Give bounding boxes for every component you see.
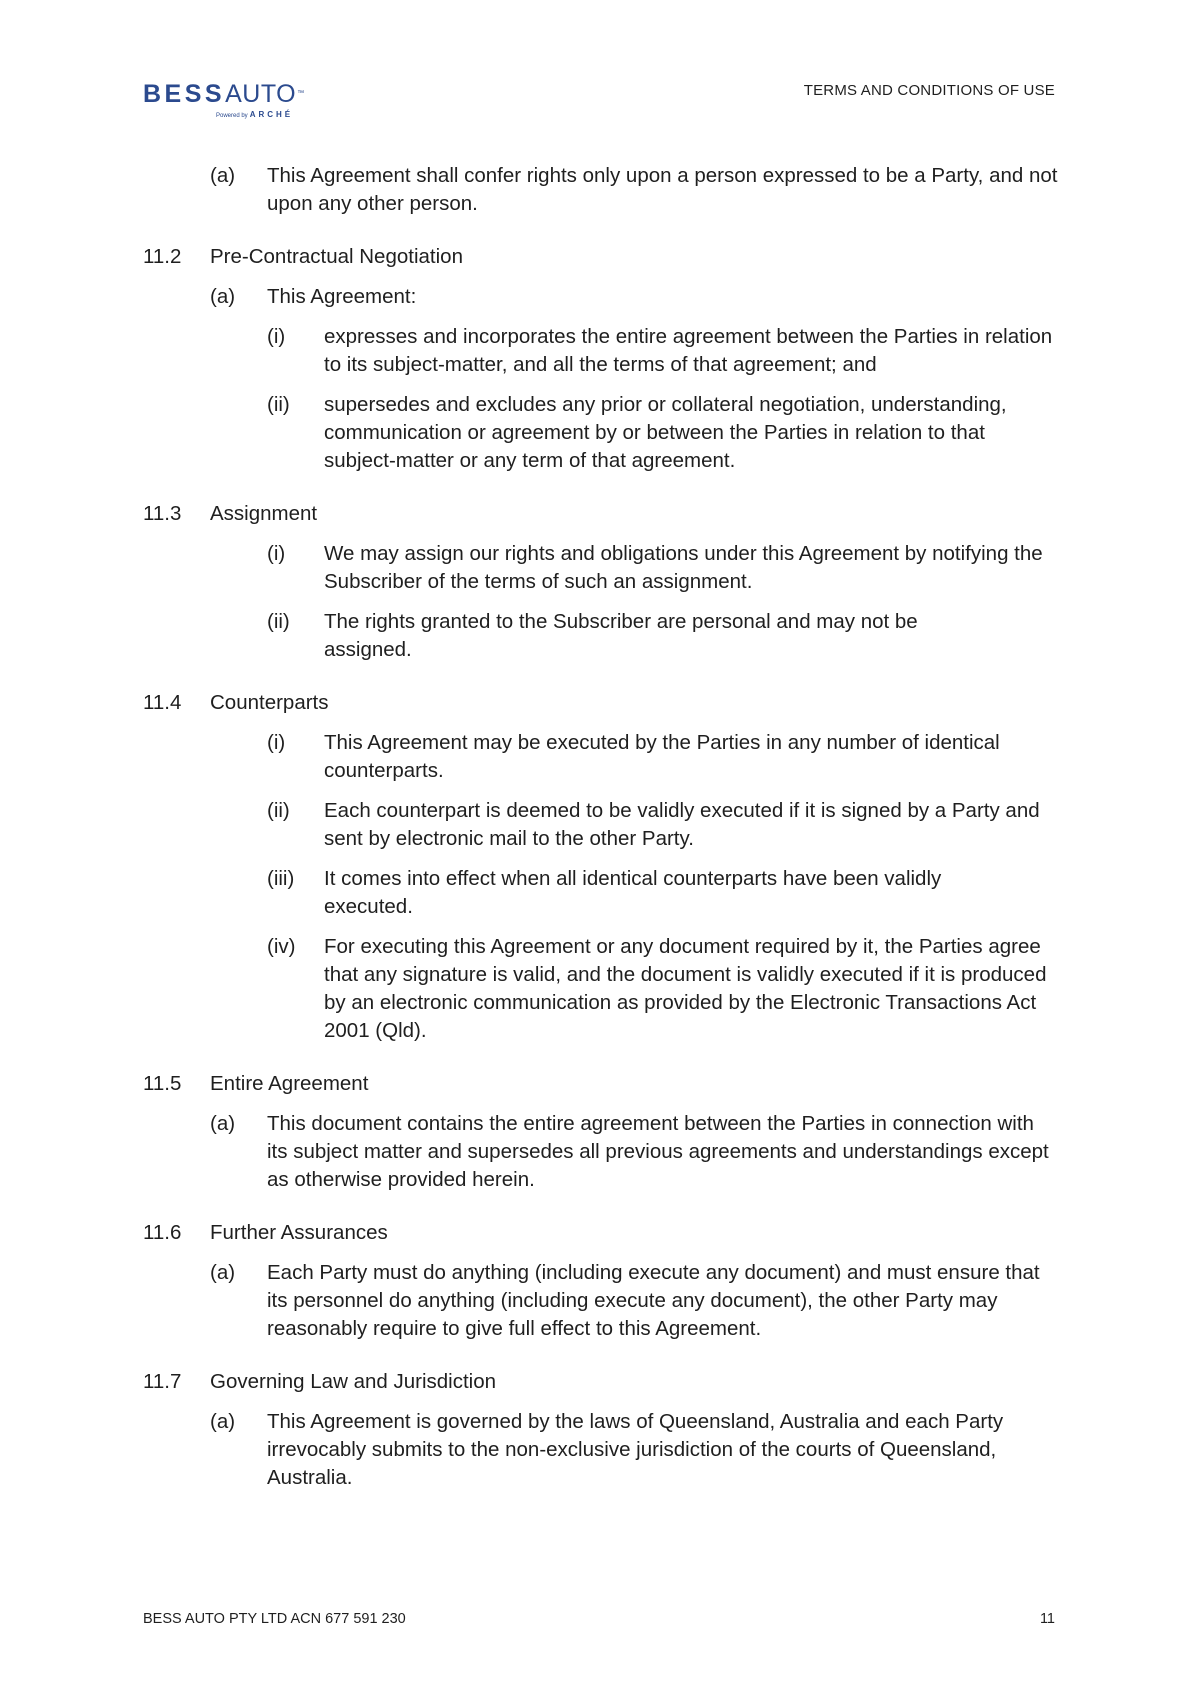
- subclause-text: supersedes and excludes any prior or collateral negotiation, understanding, communication or agreement by or between the Parties in relation to that subject-matter or any term of that agreement.: [324, 393, 1007, 472]
- subclause-number: (i): [267, 542, 286, 565]
- subclause-number: (ii): [267, 393, 290, 416]
- logo-auto: AUTO: [225, 80, 297, 108]
- logo-powered-by-text: Powered by: [216, 113, 248, 119]
- logo-powered-by: [216, 110, 293, 119]
- subclause-text: We may assign our rights and obligations under this Agreement by notifying the Subscriber of the terms of such an assignment.: [324, 542, 1043, 593]
- subclause-number: (iii): [267, 867, 295, 890]
- footer-page-number: 11: [1039, 1611, 1055, 1627]
- clause-text: This Agreement:: [267, 285, 417, 308]
- section-number: 11.4: [143, 691, 182, 714]
- clause-text: Each Party must do anything (including execute any document) and must ensure that its personnel do anything (including execute any document), the other Party may reasonably require to give full effect to this Agreement.: [267, 1261, 1040, 1340]
- subclause-text: Each counterpart is deemed to be validly executed if it is signed by a Party and sent by electronic mail to the other Party.: [324, 799, 1040, 850]
- section-heading: Counterparts: [210, 691, 329, 714]
- section-number: 11.3: [143, 502, 182, 525]
- clause-text: This Agreement is governed by the laws of Queensland, Australia and each Party irrevocably submits to the non-exclusive jurisdiction of the courts of Queensland, Australia.: [267, 1410, 1004, 1489]
- clause-number: (a): [210, 1112, 236, 1135]
- document-header-title: TERMS AND CONDITIONS OF USE: [803, 82, 1055, 99]
- section-heading: Pre-Contractual Negotiation: [210, 245, 463, 268]
- logo-trademark: ™: [297, 90, 305, 97]
- footer-company: BESS AUTO PTY LTD ACN 677 591 230: [143, 1611, 406, 1627]
- clause-number: (a): [210, 1410, 236, 1433]
- subclause-number: (iv): [267, 935, 296, 958]
- section-number: 11.5: [143, 1072, 182, 1095]
- company-logo: [143, 80, 343, 130]
- section-heading: Further Assurances: [210, 1221, 388, 1244]
- subclause-number: (i): [267, 731, 286, 754]
- section-heading: Assignment: [210, 502, 318, 525]
- clause-text: This Agreement shall confer rights only upon a person expressed to be a Party, and not upon any other person.: [267, 164, 1058, 215]
- subclause-text: This Agreement may be executed by the Parties in any number of identical counterparts.: [324, 731, 1000, 782]
- section-heading: Governing Law and Jurisdiction: [210, 1370, 497, 1393]
- clause-number: (a): [210, 1261, 236, 1284]
- subclause-text: expresses and incorporates the entire agreement between the Parties in relation to its subject-matter, and all the terms of that agreement; and: [324, 325, 1053, 376]
- section-number: 11.2: [143, 245, 182, 268]
- subclause-text: The rights granted to the Subscriber are personal and may not be assigned.: [324, 610, 918, 661]
- subclause-number: (ii): [267, 799, 290, 822]
- subclause-text: It comes into effect when all identical counterparts have been validly executed.: [324, 867, 942, 918]
- logo-arche: ARCHÉ: [249, 110, 294, 119]
- section-number: 11.7: [143, 1370, 182, 1393]
- section-number: 11.6: [143, 1221, 182, 1244]
- clause-number: (a): [210, 164, 236, 187]
- subclause-number: (ii): [267, 610, 290, 633]
- clause-number: (a): [210, 285, 236, 308]
- subclause-text: For executing this Agreement or any document required by it, the Parties agree that any signature is valid, and the document is validly executed if it is produced by an electronic communication as provided by the Electronic Transactions Act 2001 (Qld).: [324, 935, 1047, 1042]
- subclause-number: (i): [267, 325, 286, 348]
- logo-bess: BESS: [143, 80, 226, 108]
- clause-text: This document contains the entire agreement between the Parties in connection with its subject matter and supersedes all previous agreements and understandings except as otherwise provided herein.: [267, 1112, 1049, 1191]
- section-heading: Entire Agreement: [210, 1072, 369, 1095]
